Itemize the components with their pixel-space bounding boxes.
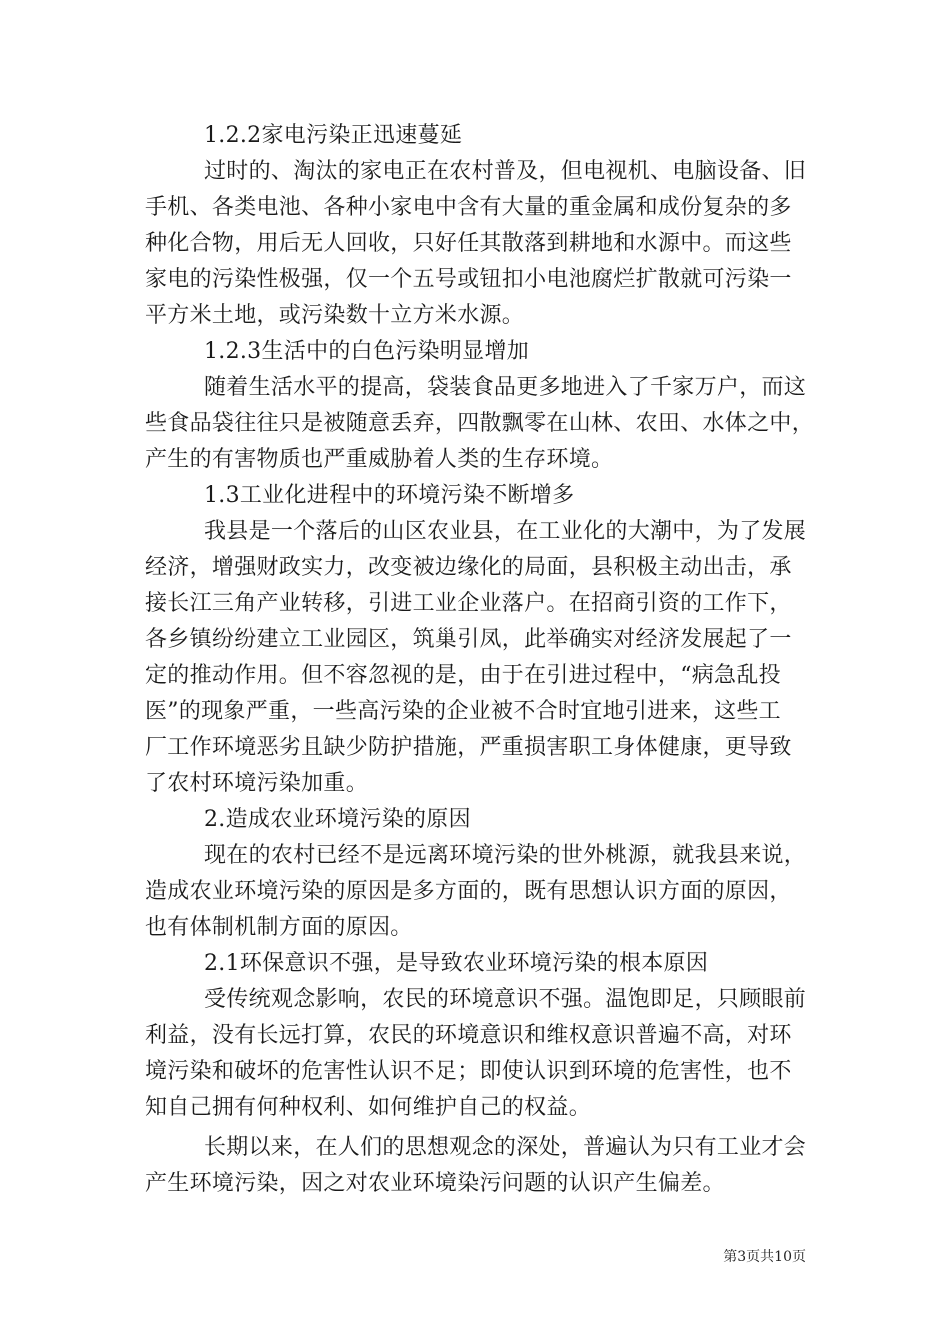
paragraph-line: 利益，没有长远打算，农民的环境意识和维权意识普遍不高，对环 bbox=[145, 1023, 792, 1048]
heading-line: 1.3工业化进程中的环境污染不断增多 bbox=[204, 483, 575, 508]
paragraph-line: 长期以来，在人们的思想观念的深处，普遍认为只有工业才会 bbox=[204, 1135, 807, 1160]
paragraph bbox=[145, 1130, 813, 1202]
heading-line: 2.造成农业环境污染的原因 bbox=[204, 807, 471, 832]
heading-line: 1.2.2家电污染正迅速蔓延 bbox=[204, 123, 463, 148]
paragraph-line: 厂工作环境恶劣且缺少防护措施，严重损害职工身体健康，更导致 bbox=[145, 735, 792, 760]
paragraph bbox=[145, 154, 813, 334]
paragraph-line: 手机、各类电池、各种小家电中含有大量的重金属和成份复杂的多 bbox=[145, 195, 792, 220]
section-heading bbox=[145, 334, 813, 370]
paragraph-line: 家电的污染性极强，仅一个五号或钮扣小电池腐烂扩散就可污染一 bbox=[145, 267, 792, 292]
paragraph-line: 知自己拥有何种权利、如何维护自己的权益。 bbox=[145, 1095, 592, 1120]
paragraph-line: 随着生活水平的提高，袋装食品更多地进入了千家万户，而这 bbox=[204, 375, 807, 400]
paragraph-line: 造成农业环境污染的原因是多方面的，既有思想认识方面的原因， bbox=[145, 879, 792, 904]
paragraph-line: 些食品袋往往只是被随意丢弃，四散飘零在山林、农田、水体之中， bbox=[145, 411, 815, 436]
paragraph-line: 种化合物，用后无人回收，只好任其散落到耕地和水源中。而这些 bbox=[145, 231, 792, 256]
heading-line: 2.1环保意识不强，是导致农业环境污染的根本原因 bbox=[204, 951, 709, 976]
paragraph bbox=[145, 370, 813, 478]
section-heading bbox=[145, 478, 813, 514]
section-heading bbox=[145, 946, 813, 982]
paragraph-line: 接长江三角产业转移，引进工业企业落户。在招商引资的工作下， bbox=[145, 591, 792, 616]
paragraph-line: 过时的、淘汰的家电正在农村普及，但电视机、电脑设备、旧 bbox=[204, 159, 807, 184]
paragraph-line: 定的推动作用。但不容忽视的是，由于在引进过程中，“病急乱投 bbox=[145, 663, 781, 688]
section-heading bbox=[145, 118, 813, 154]
paragraph-line: 产生环境污染，因之对农业环境染污问题的认识产生偏差。 bbox=[145, 1171, 725, 1196]
paragraph-line: 我县是一个落后的山区农业县，在工业化的大潮中，为了发展 bbox=[204, 519, 807, 544]
heading-line: 1.2.3生活中的白色污染明显增加 bbox=[204, 339, 530, 364]
paragraph-line: 经济，增强财政实力，改变被边缘化的局面，县积极主动出击，承 bbox=[145, 555, 792, 580]
paragraph bbox=[145, 982, 813, 1126]
paragraph-line: 境污染和破坏的危害性认识不足；即使认识到环境的危害性，也不 bbox=[145, 1059, 792, 1084]
paragraph-line: 医”的现象严重，一些高污染的企业被不合时宜地引进来，这些工 bbox=[145, 699, 781, 724]
paragraph-line: 现在的农村已经不是远离环境污染的世外桃源，就我县来说， bbox=[204, 843, 807, 868]
document-body bbox=[145, 118, 813, 1202]
paragraph bbox=[145, 838, 813, 946]
paragraph-line: 也有体制机制方面的原因。 bbox=[145, 915, 413, 940]
paragraph-line: 平方米土地，或污染数十立方米水源。 bbox=[145, 303, 525, 328]
paragraph-line: 了农村环境污染加重。 bbox=[145, 771, 369, 796]
page-number: 第3页共10页 bbox=[723, 1249, 806, 1265]
paragraph-line: 受传统观念影响，农民的环境意识不强。温饱即足，只顾眼前 bbox=[204, 987, 807, 1012]
paragraph-line: 产生的有害物质也严重威胁着人类的生存环境。 bbox=[145, 447, 614, 472]
section-heading bbox=[145, 802, 813, 838]
paragraph bbox=[145, 514, 813, 802]
paragraph-line: 各乡镇纷纷建立工业园区，筑巢引凤，此举确实对经济发展起了一 bbox=[145, 627, 792, 652]
